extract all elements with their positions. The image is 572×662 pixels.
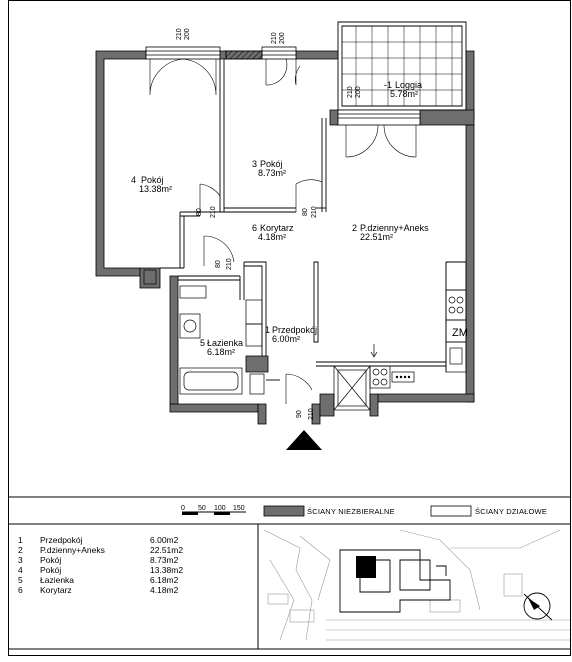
table-row-area: 4.18m2	[150, 585, 179, 595]
room-2-name: P.dzienny+Aneks	[360, 223, 429, 233]
table-row-name: Przedpokój	[40, 535, 83, 545]
door-5-height: 210	[226, 258, 233, 270]
loggia-label: -1	[384, 80, 393, 90]
site-highlight	[356, 556, 376, 578]
scale-bar	[181, 505, 246, 515]
table-row-num: 5	[18, 575, 23, 585]
door-3-width: 80	[302, 208, 309, 216]
legend-partition-swatch	[431, 506, 471, 516]
room-2-area: 22.51m²	[360, 232, 394, 242]
legend-load-bearing-swatch	[264, 506, 304, 516]
table-row-area: 6.18m2	[150, 575, 179, 585]
door-4-width: 80	[196, 208, 203, 216]
room-6-label: 6	[252, 223, 258, 233]
site-plan	[259, 525, 570, 648]
door-3-height: 210	[311, 206, 318, 218]
stove-dots	[396, 376, 410, 378]
table-row-name: Korytarz	[40, 585, 72, 595]
room-3-label: 3	[252, 159, 258, 169]
room-4-label: 4	[131, 175, 137, 185]
entry-height: 210	[308, 408, 315, 420]
scale-tick-100: 100	[214, 505, 226, 512]
entrance-marker	[286, 430, 322, 450]
table-row-area: 8.73m2	[150, 555, 179, 565]
loggia-area: 5.78m²	[390, 89, 419, 99]
room-4-name: Pokój	[141, 175, 164, 185]
window-width-1: 200	[184, 28, 191, 40]
table-row-num: 1	[18, 535, 23, 545]
table-row-name: Pokój	[40, 555, 62, 565]
table-row-area: 6.00m2	[150, 535, 179, 545]
scale-tick-50: 50	[198, 505, 206, 512]
table-row-name: Pokój	[40, 565, 62, 575]
fixtures	[144, 262, 466, 410]
room-6-area: 4.18m²	[258, 232, 287, 242]
room-5-name: Łazienka	[207, 338, 244, 348]
table-row-num: 2	[18, 545, 23, 555]
legend-partition-label: ŚCIANY DZIAŁOWE	[475, 507, 548, 516]
legend	[264, 506, 547, 516]
room-table	[18, 535, 183, 595]
table-row-area: 13.38m2	[150, 565, 184, 575]
table-row-area: 22.51m2	[150, 545, 184, 555]
table-row-name: Łazienka	[40, 575, 75, 585]
table-row-num: 3	[18, 555, 23, 565]
window-sill-1: 210	[176, 28, 183, 40]
room-2-label: 2	[352, 223, 358, 233]
door-5-width: 80	[215, 260, 222, 268]
room-3-name: Pokój	[260, 159, 283, 169]
legend-load-bearing-label: ŚCIANY NIEZBIERALNE	[307, 507, 395, 516]
window-sill-2: 210	[271, 32, 278, 44]
scale-tick-150: 150	[233, 505, 245, 512]
room-5-area: 6.18m²	[207, 347, 236, 357]
loggia-name: Loggia	[395, 80, 423, 90]
door-4-height: 210	[210, 206, 217, 218]
room-1-label: 1	[265, 325, 271, 335]
room-5-label: 5	[200, 338, 206, 348]
table-row-num: 6	[18, 585, 23, 595]
fridge-label: ZM	[452, 327, 468, 339]
entry-width: 90	[296, 410, 303, 418]
room-1-name: Przedpokój	[272, 325, 318, 335]
loggia-door-sill: 210	[347, 86, 354, 98]
scale-tick-0: 0	[181, 505, 185, 512]
room-3-area: 8.73m²	[258, 168, 287, 178]
room-1-area: 6.00m²	[272, 334, 301, 344]
room-4-area: 13.38m²	[139, 184, 173, 194]
room-6-name: Korytarz	[260, 223, 294, 233]
loggia-door-width: 200	[355, 86, 362, 98]
windows	[146, 47, 423, 125]
window-width-2: 200	[279, 32, 286, 44]
table-row-name: P.dzienny+Aneks	[40, 545, 105, 555]
table-row-num: 4	[18, 565, 23, 575]
